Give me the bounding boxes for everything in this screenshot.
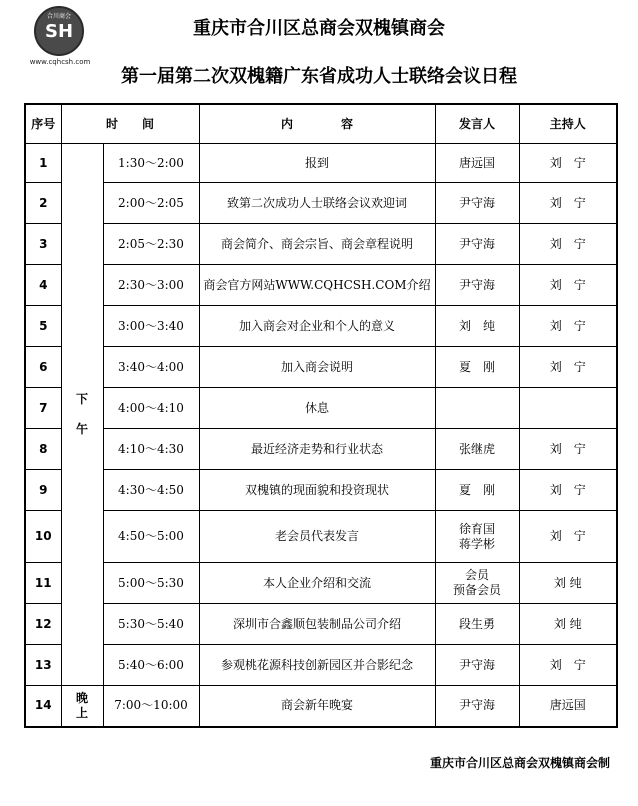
- page-subtitle: 第一届第二次双槐籍广东省成功人士联络会议日程: [121, 66, 517, 87]
- logo-mark: SH: [44, 21, 74, 42]
- table-row: 5 3:00～3:40 加入商会对企业和个人的意义 刘 纯 刘 宁: [25, 306, 617, 347]
- header-host: 主持人: [519, 104, 617, 144]
- table-row: 3 2:05～2:30 商会简介、商会宗旨、商会章程说明 尹守海 刘 宁: [25, 224, 617, 265]
- header-num: 序号: [25, 104, 61, 144]
- table-row: 1 下 午 1:30～2:00 报到 唐远国 刘 宁: [25, 144, 617, 183]
- footer-issuer: 重庆市合川区总商会双槐镇商会制: [429, 756, 610, 770]
- period-afternoon: 下 午: [61, 144, 103, 686]
- table-row: 13 5:40～6:00 参观桃花源科技创新园区并合影纪念 尹守海 刘 宁: [25, 645, 617, 686]
- table-row: 10 4:50～5:00 老会员代表发言 徐育国 蒋学彬 刘 宁: [25, 511, 617, 563]
- table-row: 14 晚 上 7:00～10:00 商会新年晚宴 尹守海 唐远国: [25, 686, 617, 727]
- header-speaker: 发言人: [435, 104, 519, 144]
- header-time: 时 间: [61, 104, 199, 144]
- table-row: 7 4:00～4:10 休息: [25, 388, 617, 429]
- table-header-row: [25, 104, 617, 144]
- table-row: 12 5:30～5:40 深圳市合鑫顺包装制品公司介绍 段生勇 刘 纯: [25, 604, 617, 645]
- logo-ring-text: 合川商会: [46, 13, 71, 20]
- table-row: 6 3:40～4:00 加入商会说明 夏 刚 刘 宁: [25, 347, 617, 388]
- table-row: 11 5:00～5:30 本人企业介绍和交流 会员 预备会员 刘 纯: [25, 563, 617, 604]
- logo-url: www.cqhcsh.com: [29, 58, 91, 66]
- period-evening: 晚 上: [61, 686, 103, 727]
- header-content: 内 容: [199, 104, 435, 144]
- table-row: 2 2:00～2:05 致第二次成功人士联络会议欢迎词 尹守海 刘 宁: [25, 183, 617, 224]
- page-title: 重庆市合川区总商会双槐镇商会: [193, 18, 445, 39]
- schedule-table: [24, 103, 618, 728]
- table-row: 9 4:30～4:50 双槐镇的现面貌和投资现状 夏 刚 刘 宁: [25, 470, 617, 511]
- table-row: 8 4:10～4:30 最近经济走势和行业状态 张继虎 刘 宁: [25, 429, 617, 470]
- table-row: 4 2:30～3:00 商会官方网站WWW.CQHCSH.COM介绍 尹守海 刘 宁: [25, 265, 617, 306]
